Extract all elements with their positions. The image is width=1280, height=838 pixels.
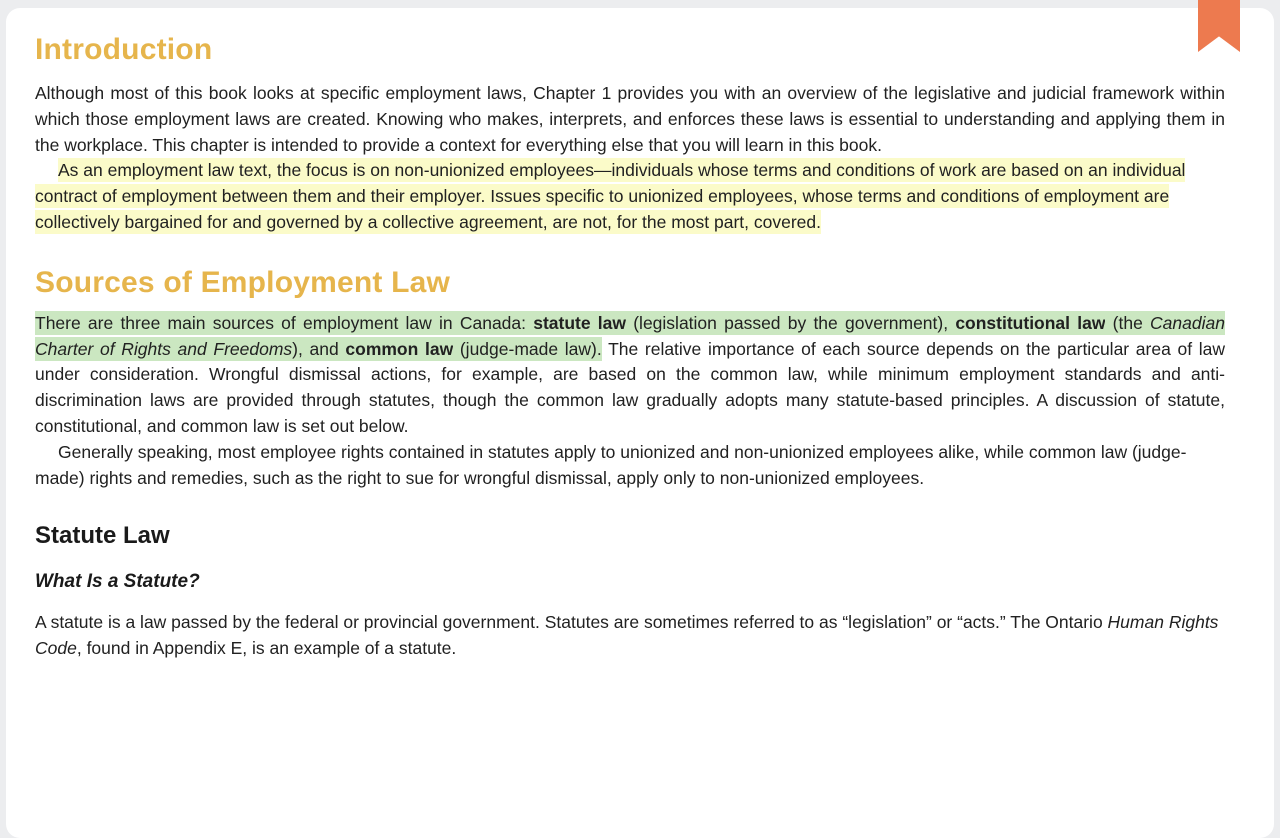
document-page (6, 8, 1274, 838)
text-run: As an employment law text, the focus is on non-unionized employees—individuals whose terms and conditions of work are based on an individual contract of employment between them and their employer. Issues specific to unionized employees, whose terms and conditions of employment are collectively bargained for and governed by a collective agreement, are not, for the most part, covered. (35, 160, 1186, 232)
text-run: constitutional law (955, 312, 1106, 333)
paragraph-sources-2 (35, 440, 1225, 492)
text-run: ), and (292, 338, 346, 359)
text-run: A statute is a law passed by the federal or provincial government. Statutes are sometimes referred to as “legislation” or “acts.” The Ontario (35, 612, 1108, 633)
text-run: There are three main sources of employment law in Canada: (35, 312, 534, 333)
subheading-what-is-a-statute: What Is a Statute? (35, 571, 200, 593)
text-run: (the (1105, 312, 1151, 333)
paragraph-intro-2-yellow-highlight (35, 158, 1225, 235)
paragraph-statute-1 (35, 610, 1225, 662)
text-run: Human Rights Code (35, 612, 1219, 659)
heading-introduction: Introduction (35, 33, 213, 66)
text-run: statute law (533, 312, 627, 333)
text-run: Generally speaking, most employee rights contained in statutes apply to unionized and non-unionized employees alike, while common law (judge-made) rights and remedies, such as the right to sue for wrongful dismissal, apply only to non-unionized employees. (35, 441, 1187, 488)
text-run: , found in Appendix E, is an example of a statute. (76, 638, 457, 659)
heading-sources-of-employment-law: Sources of Employment Law (35, 265, 451, 299)
text-run: Although most of this book looks at specific employment laws, Chapter 1 provides you with an overview of the legislative and judicial framework within which those employment laws are created. Knowing who makes, interprets, and enforces these laws is essential to understanding and applying them in the workplace. This chapter is intended to provide a context for everything else that you will learn in this book. (35, 83, 1225, 155)
paragraph-sources-1-green-highlight (35, 311, 1225, 440)
text-run: (judge-made law). (453, 338, 602, 359)
document-content (6, 8, 1274, 662)
text-run: (legislation passed by the government), (626, 312, 956, 333)
text-run: The relative importance of each source depends on the particular area of law under consideration. Wrongful dismissal actions, for example, are based on the common law, while minimum employment standards and anti-discrimination laws are provided through statutes, though the common law gradually adopts many statute-based principles. A discussion of statute, constitutional, and common law is set out below. (35, 338, 1225, 436)
paragraph-intro-1 (35, 81, 1225, 158)
text-run: Canadian Charter of Rights and Freedoms (35, 312, 1225, 359)
heading-statute-law: Statute Law (35, 522, 170, 550)
text-run: common law (345, 338, 454, 359)
